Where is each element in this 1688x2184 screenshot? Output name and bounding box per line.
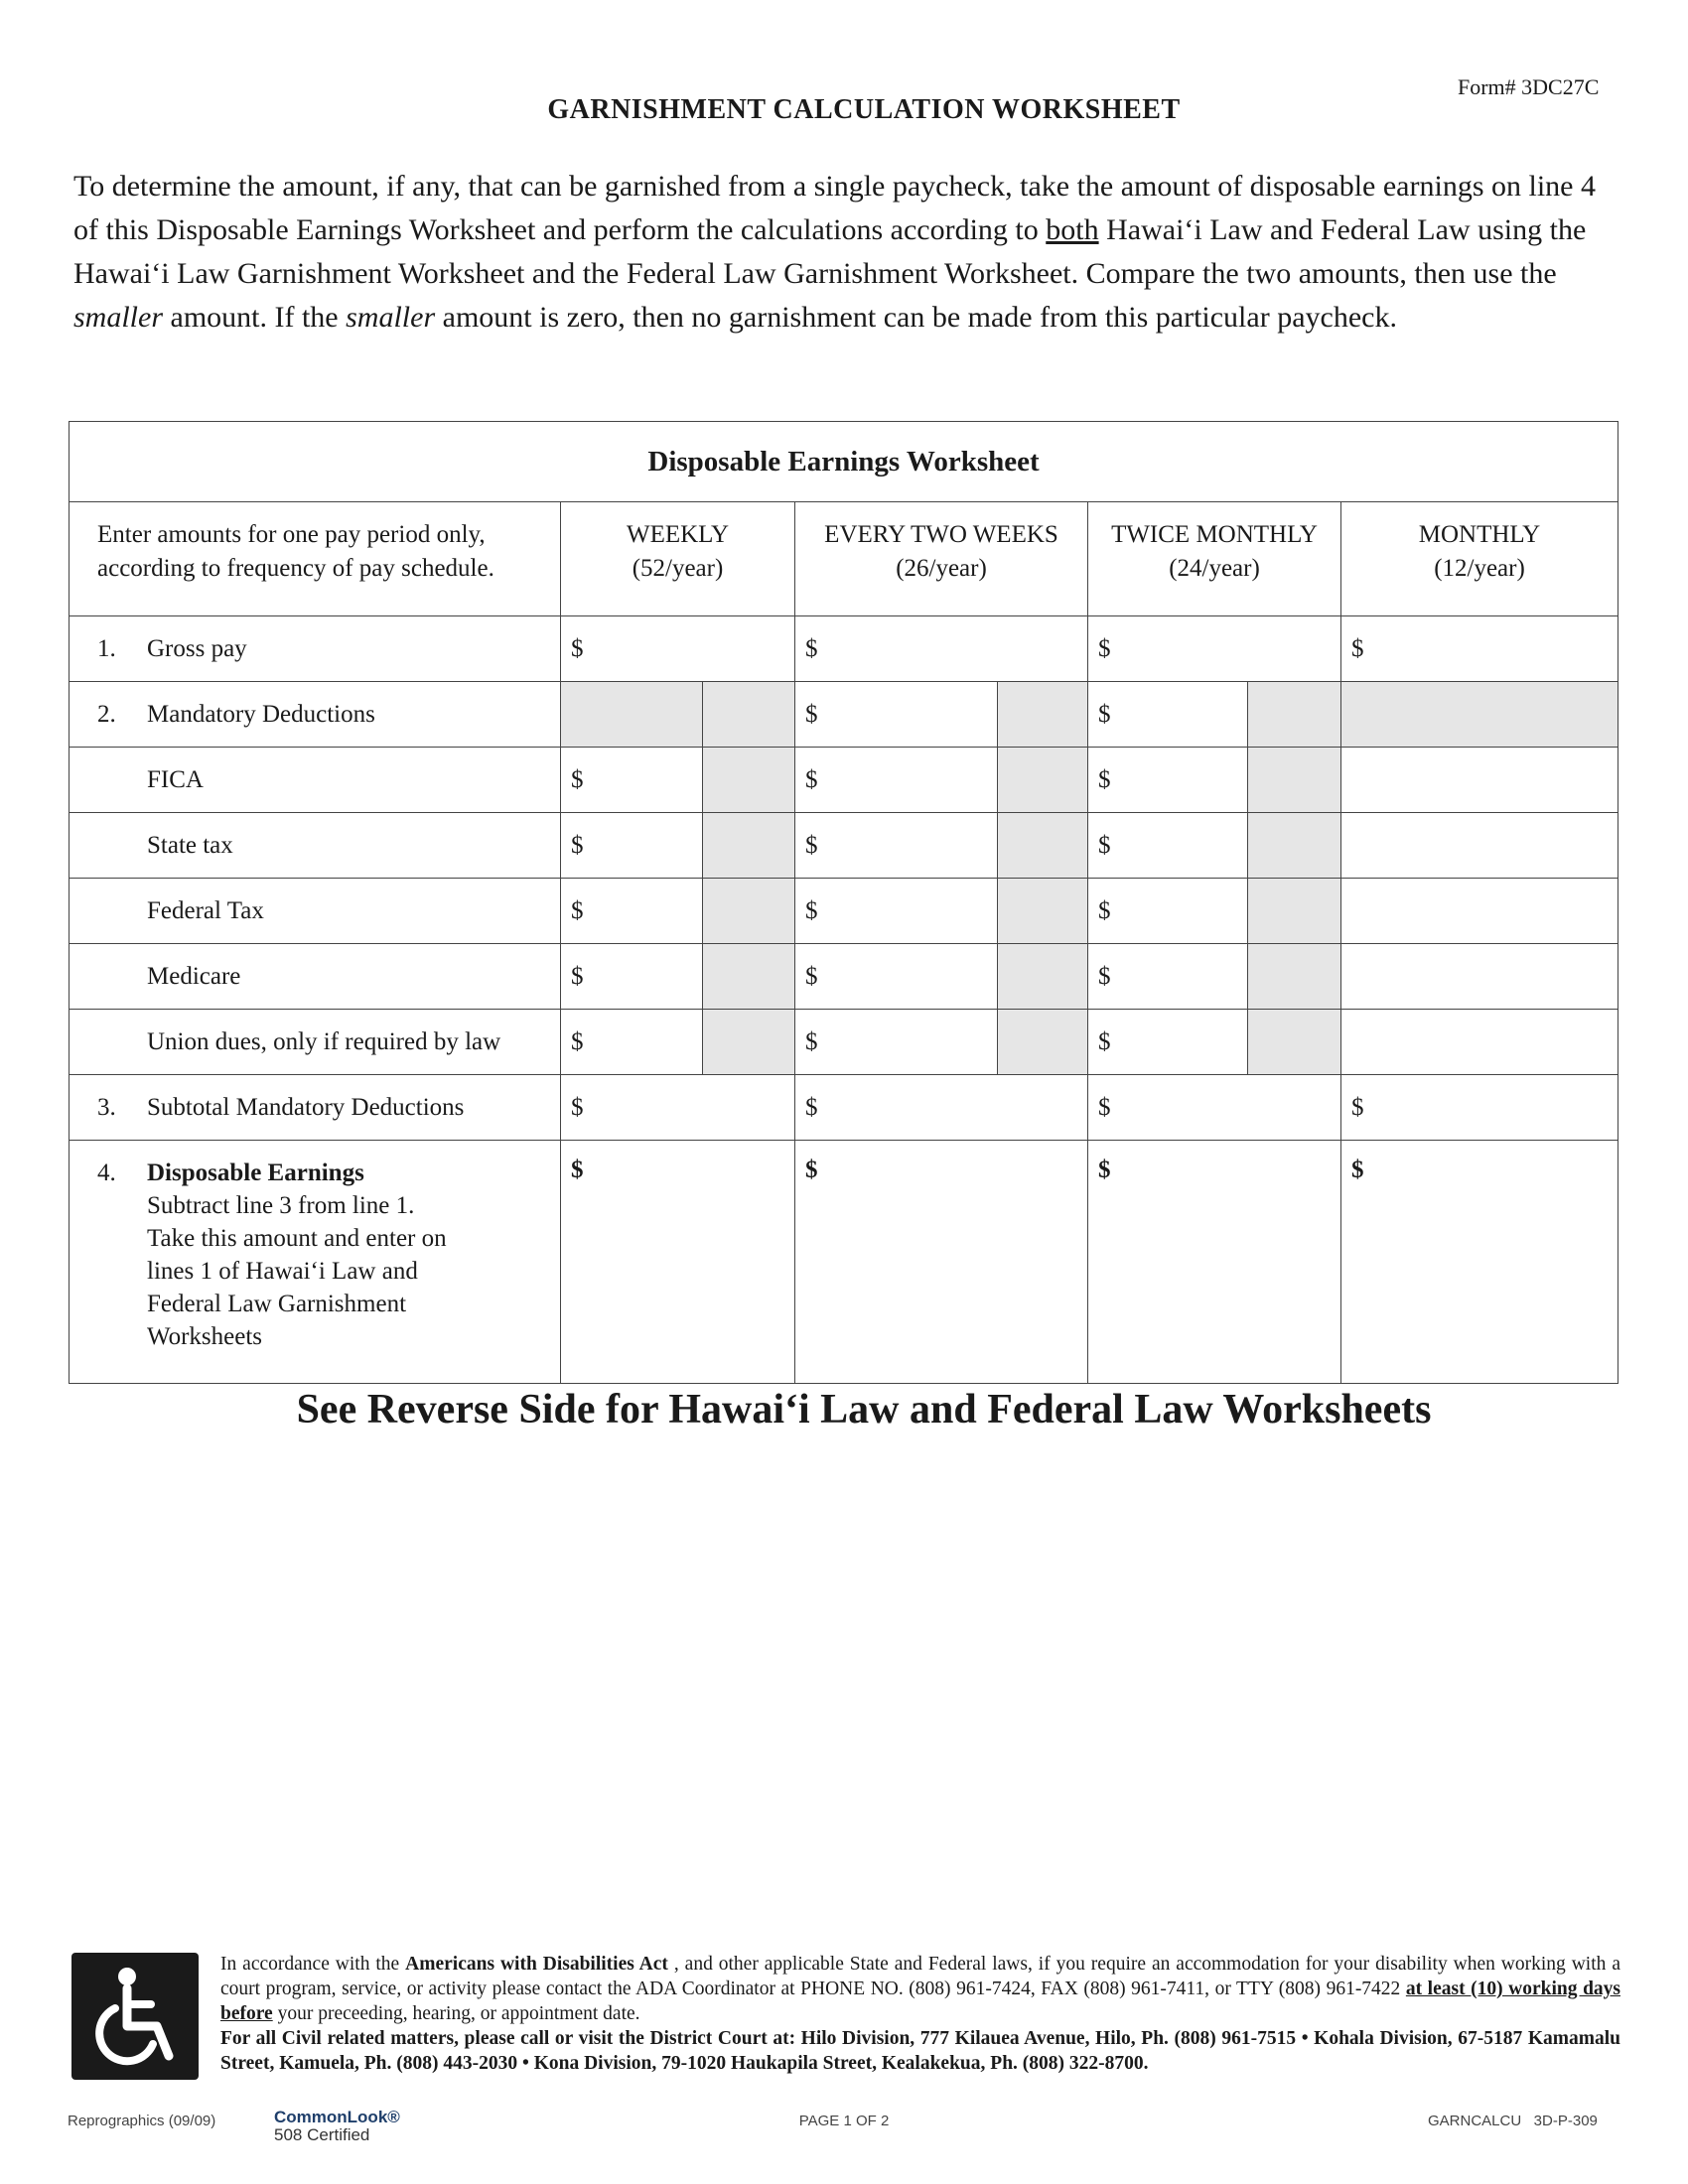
amount-field-weekly[interactable]: $	[561, 944, 703, 1010]
form-code: GARNCALCU 3D-P-309	[1428, 2113, 1598, 2129]
amount-field-weekly[interactable]: $	[561, 1010, 703, 1075]
row-instruction: Worksheets	[147, 1323, 263, 1350]
amount-field-every-two-weeks[interactable]: $	[795, 682, 998, 748]
table-row	[70, 944, 1618, 1010]
row-label-medicare: Medicare	[70, 944, 561, 1010]
instructions-line: Enter amounts for one pay period only,	[97, 521, 486, 548]
amount-field-every-two-weeks[interactable]: $	[795, 616, 1088, 682]
commonlook-sub: 508 Certified	[274, 2125, 370, 2144]
amount-field-twice-monthly[interactable]: $	[1088, 944, 1248, 1010]
amount-field-monthly[interactable]: $	[1341, 1075, 1618, 1141]
shaded-cell	[998, 682, 1088, 748]
amount-field-every-two-weeks[interactable]: $	[795, 1075, 1088, 1141]
amount-field-twice-monthly[interactable]: $	[1088, 879, 1248, 944]
row-number: 2.	[97, 700, 116, 728]
shaded-cell	[1248, 748, 1341, 813]
court-contact-info: For all Civil related matters, please call or visit the District Court at: Hilo Division, 777 Kilauea Avenue, Hilo, Ph. (808) 961-7515 • Kohala Division, 67-5187 Kamamalu Street, Kamuela, Ph. (808) 443-2030 • Kona Division, 79-1020 Haukapila Street, Kealakekua, Ph. (808) 322-8700.	[220, 2028, 1620, 2074]
row-label: Gross pay	[147, 634, 247, 662]
column-sub: (52/year)	[632, 555, 724, 582]
shaded-cell	[703, 1010, 795, 1075]
reverse-side-note: See Reverse Side for Hawai‘i Law and Federal Law Worksheets	[296, 1387, 1432, 1433]
amount-field-twice-monthly[interactable]: $	[1088, 1075, 1341, 1141]
shaded-cell	[998, 944, 1088, 1010]
shaded-cell	[703, 813, 795, 879]
row-label-federal-tax: Federal Tax	[70, 879, 561, 944]
column-header-twice-monthly	[1088, 502, 1341, 616]
ada-text: In accordance with the	[220, 1954, 406, 1975]
empty-cell	[1341, 1010, 1618, 1075]
shaded-cell	[703, 682, 795, 748]
row-instruction: Take this amount and enter on	[147, 1225, 447, 1252]
amount-field-monthly[interactable]: $	[1341, 616, 1618, 682]
ada-text: your preceeding, hearing, or appointment date.	[272, 2003, 640, 2024]
row-label: Disposable Earnings	[147, 1160, 364, 1186]
table-row	[70, 879, 1618, 944]
worksheet-instructions	[70, 502, 561, 616]
empty-cell	[1341, 748, 1618, 813]
table-row	[70, 1010, 1618, 1075]
intro-emphasis-both: both	[1046, 213, 1099, 246]
column-header-every-two-weeks	[795, 502, 1088, 616]
column-label: WEEKLY	[626, 521, 729, 548]
row-label-fica: FICA	[70, 748, 561, 813]
amount-field-twice-monthly[interactable]: $	[1088, 1141, 1341, 1384]
shaded-cell	[561, 682, 703, 748]
table-row	[70, 682, 1618, 748]
reprographics-label: Reprographics (09/09)	[68, 2113, 216, 2129]
shaded-cell	[703, 944, 795, 1010]
shaded-cell	[1248, 813, 1341, 879]
amount-field-weekly[interactable]: $	[561, 879, 703, 944]
amount-field-twice-monthly[interactable]: $	[1088, 682, 1248, 748]
row-label-union-dues: Union dues, only if required by law	[70, 1010, 561, 1075]
amount-field-weekly[interactable]: $	[561, 748, 703, 813]
intro-paragraph	[73, 165, 1622, 340]
shaded-cell	[998, 748, 1088, 813]
form-number: Form# 3DC27C	[1458, 74, 1600, 99]
row-label: Mandatory Deductions	[147, 700, 375, 728]
shaded-cell	[998, 879, 1088, 944]
amount-field-weekly[interactable]: $	[561, 1141, 795, 1384]
table-row	[70, 1075, 1618, 1141]
table-row	[70, 748, 1618, 813]
intro-text: Hawai‘i Law and Federal Law using the Hawai‘i Law Garnishment Worksheet and the Federal Law Garnishment Worksheet. Compare the two amounts, then use the	[73, 213, 1587, 290]
row-label: Subtotal Mandatory Deductions	[147, 1093, 465, 1121]
instructions-line: according to frequency of pay schedule.	[97, 555, 494, 582]
amount-field-twice-monthly[interactable]: $	[1088, 616, 1341, 682]
row-label-subtotal	[70, 1075, 561, 1141]
intro-emphasis-smaller: smaller	[73, 301, 163, 334]
column-header-weekly	[561, 502, 795, 616]
shaded-cell	[998, 813, 1088, 879]
ada-act-name: Americans with Disabilities Act	[405, 1954, 668, 1975]
amount-field-twice-monthly[interactable]: $	[1088, 813, 1248, 879]
intro-text: To determine the amount, if any, that can be garnished from a single paycheck, take the amount of disposable earnings on line 4 of this Disposable Earnings Worksheet and perform the calculations according to	[73, 170, 1596, 246]
ada-deadline: at least (10) working days before	[220, 1979, 1620, 2024]
shaded-cell	[703, 748, 795, 813]
row-number: 1.	[97, 634, 116, 662]
ada-notice	[220, 1952, 1620, 2076]
column-sub: (12/year)	[1434, 555, 1525, 582]
shaded-cell	[1341, 682, 1618, 748]
shaded-cell	[703, 879, 795, 944]
column-label: TWICE MONTHLY	[1111, 521, 1318, 548]
row-label-gross-pay	[70, 616, 561, 682]
amount-field-every-two-weeks[interactable]: $	[795, 1141, 1088, 1384]
shaded-cell	[1248, 879, 1341, 944]
row-label-disposable-earnings	[70, 1141, 561, 1384]
worksheet-caption: Disposable Earnings Worksheet	[70, 422, 1618, 502]
amount-field-every-two-weeks[interactable]: $	[795, 944, 998, 1010]
empty-cell	[1341, 879, 1618, 944]
amount-field-weekly[interactable]: $	[561, 813, 703, 879]
table-row	[70, 813, 1618, 879]
table-row	[70, 616, 1618, 682]
shaded-cell	[998, 1010, 1088, 1075]
amount-field-every-two-weeks[interactable]: $	[795, 1010, 998, 1075]
shaded-cell	[1248, 944, 1341, 1010]
column-sub: (26/year)	[896, 555, 987, 582]
amount-field-every-two-weeks[interactable]: $	[795, 813, 998, 879]
intro-emphasis-smaller: smaller	[346, 301, 436, 334]
commonlook-name: CommonLook®	[274, 2108, 400, 2126]
row-instruction: Subtract line 3 from line 1.	[147, 1192, 415, 1219]
shaded-cell	[1248, 1010, 1341, 1075]
page-title: GARNISHMENT CALCULATION WORKSHEET	[547, 94, 1181, 125]
column-sub: (24/year)	[1169, 555, 1260, 582]
row-label-mandatory-deductions	[70, 682, 561, 748]
empty-cell	[1341, 813, 1618, 879]
row-label-state-tax: State tax	[70, 813, 561, 879]
amount-field-monthly[interactable]: $	[1341, 1141, 1618, 1384]
empty-cell	[1341, 944, 1618, 1010]
intro-text: amount. If the	[163, 301, 347, 334]
amount-field-every-two-weeks[interactable]: $	[795, 879, 998, 944]
ada-text: , and other applicable State and Federal laws, if you require an accommodation for your disability when working with a court program, service, or activity please contact the ADA Coordinator at PHONE NO. (808) 961-7424, FAX (808) 961-7411, or TTY (808) 961-7422	[220, 1954, 1620, 1999]
amount-field-weekly[interactable]: $	[561, 616, 795, 682]
amount-field-twice-monthly[interactable]: $	[1088, 748, 1248, 813]
intro-text: amount is zero, then no garnishment can be made from this particular paycheck.	[435, 301, 1397, 334]
column-header-monthly	[1341, 502, 1618, 616]
amount-field-every-two-weeks[interactable]: $	[795, 748, 998, 813]
table-row	[70, 1141, 1618, 1384]
column-label: MONTHLY	[1418, 521, 1541, 548]
disposable-earnings-worksheet	[69, 421, 1618, 1384]
row-instruction: lines 1 of Hawai‘i Law and	[147, 1258, 418, 1285]
column-label: EVERY TWO WEEKS	[824, 521, 1058, 548]
row-number: 4.	[97, 1160, 116, 1186]
row-number: 3.	[97, 1093, 116, 1121]
wheelchair-accessibility-icon	[71, 1953, 199, 2080]
amount-field-twice-monthly[interactable]: $	[1088, 1010, 1248, 1075]
amount-field-weekly[interactable]: $	[561, 1075, 795, 1141]
page-number: PAGE 1 OF 2	[798, 2113, 890, 2129]
shaded-cell	[1248, 682, 1341, 748]
row-instruction: Federal Law Garnishment	[147, 1291, 407, 1317]
